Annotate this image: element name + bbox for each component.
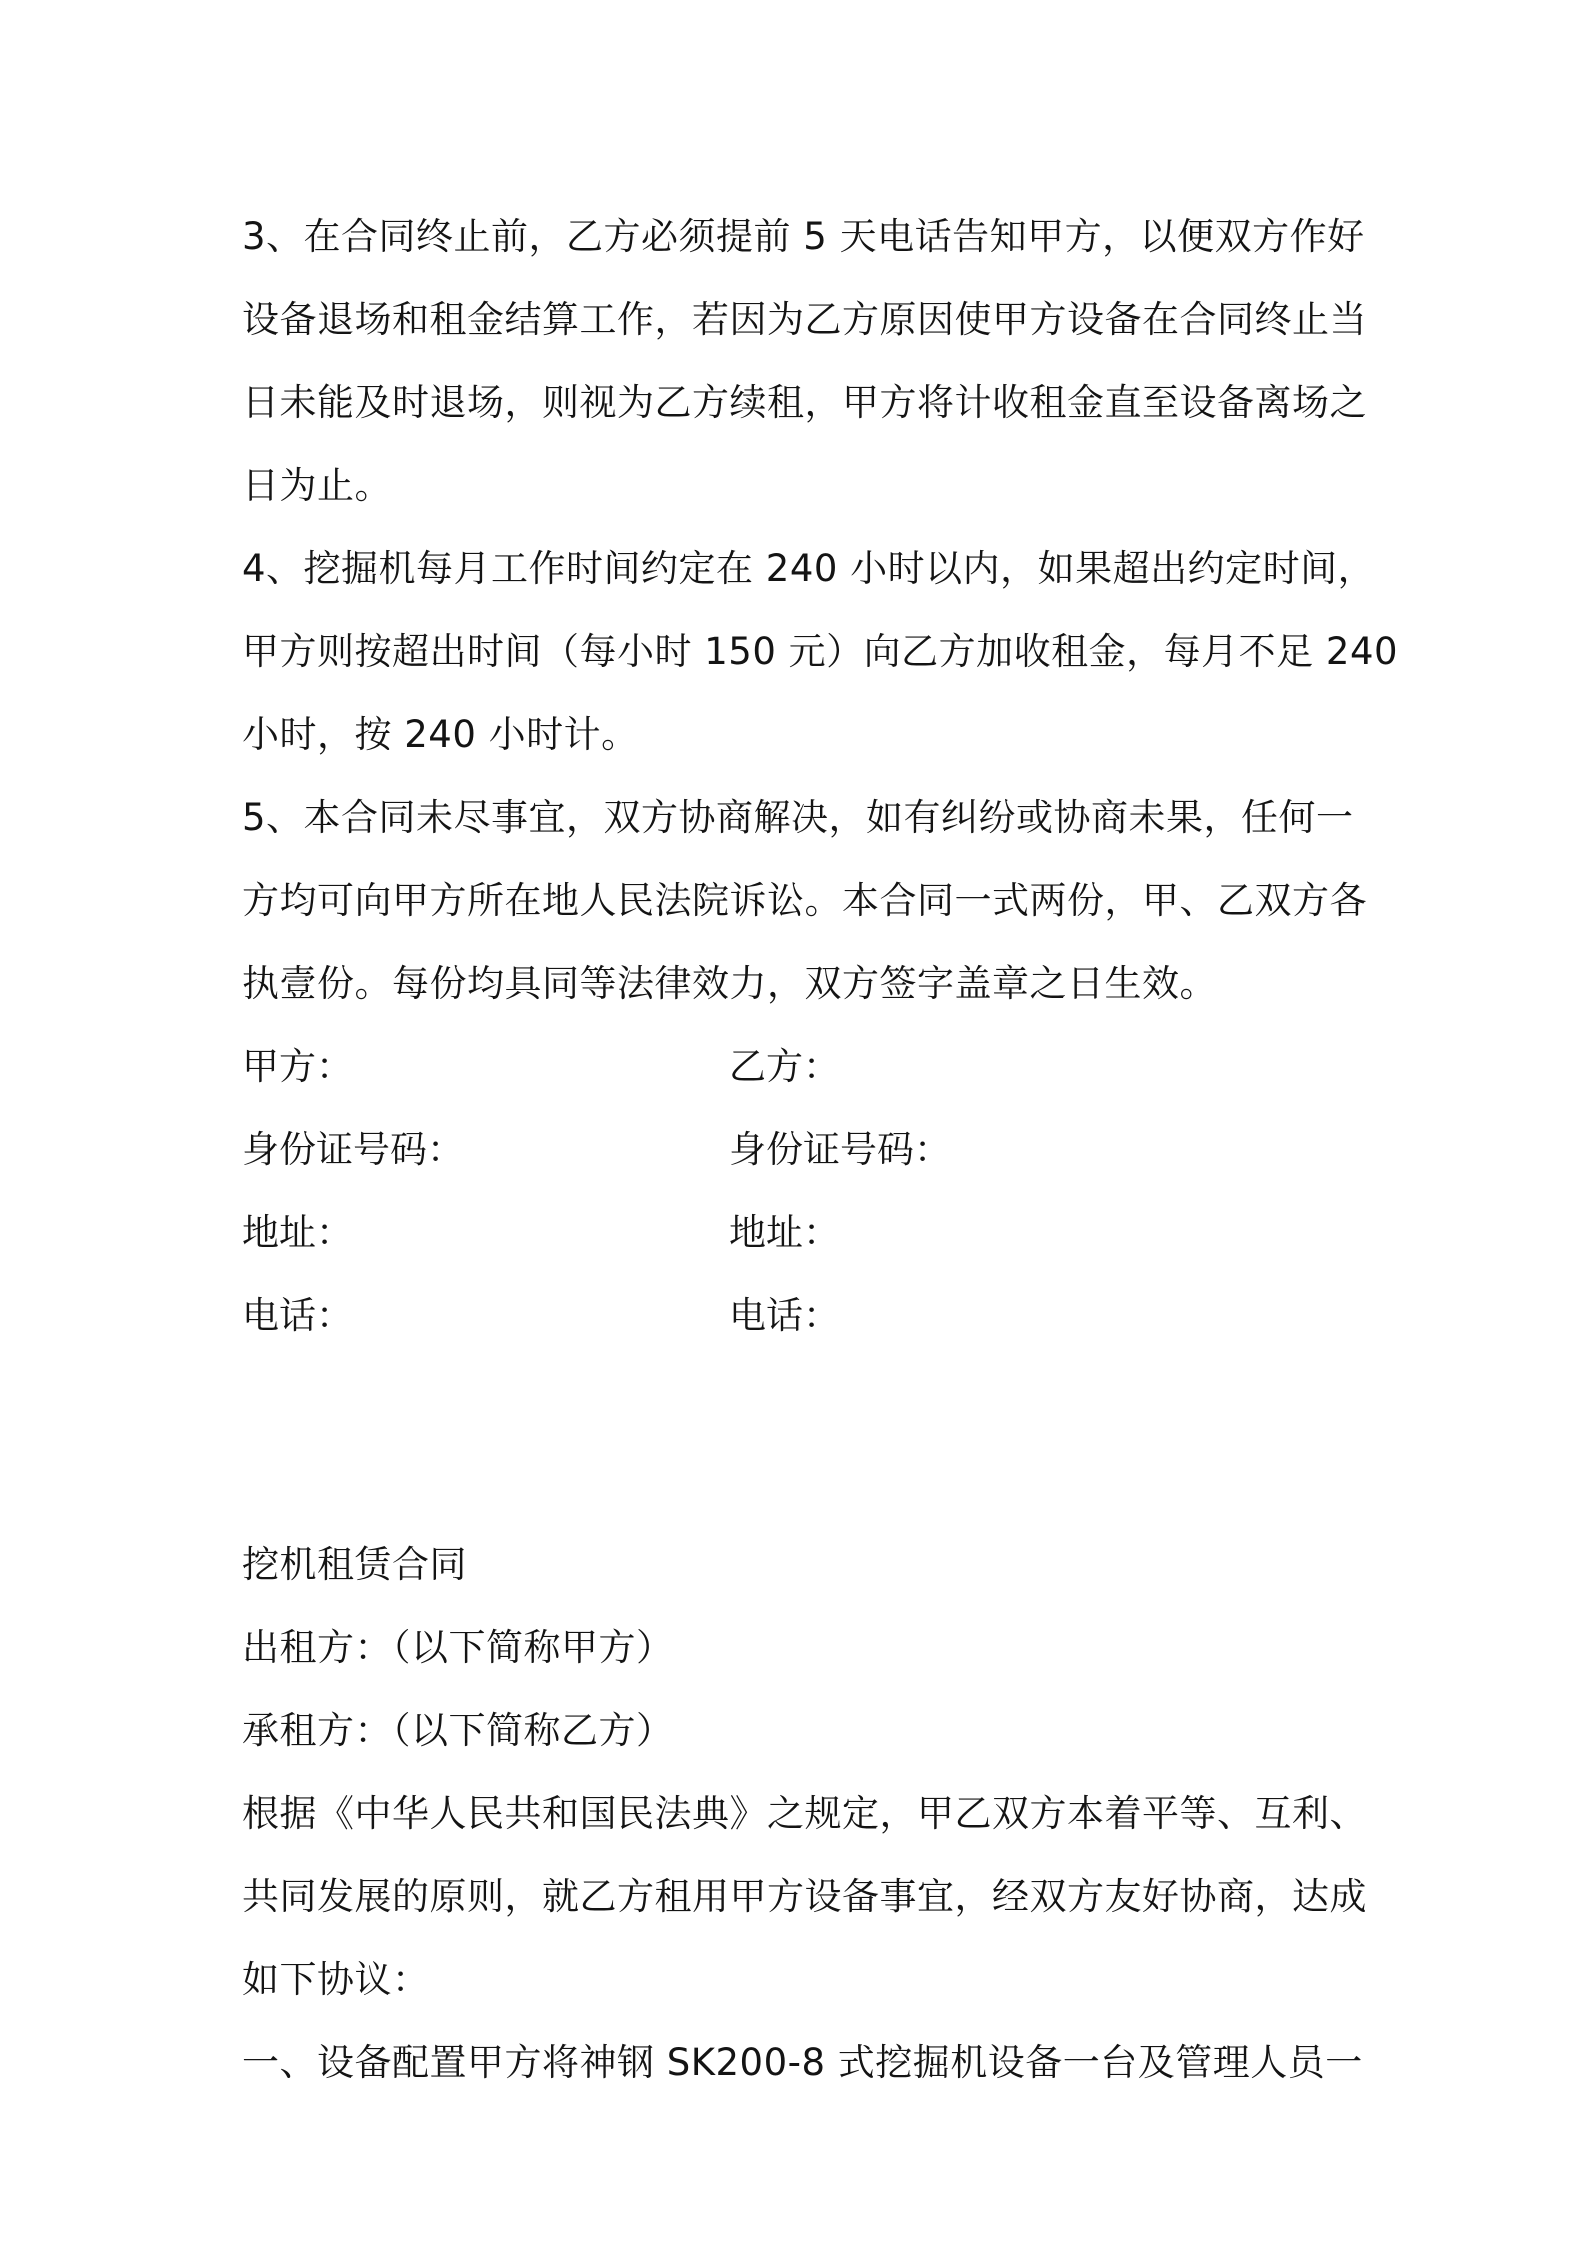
lessor-line: 出租方：（以下简称甲方）	[242, 1626, 674, 1669]
clause-3-line: 日未能及时退场，则视为乙方续租，甲方将计收租金直至设备离场之	[242, 381, 1367, 424]
preamble-line: 如下协议：	[242, 1958, 430, 2001]
clause-3	[242, 195, 1367, 527]
clause-4	[242, 527, 1399, 776]
contract-title: 挖机租赁合同	[242, 1543, 467, 1586]
signature-block	[242, 1025, 1352, 1357]
party-b-phone-label: 电话：	[729, 1294, 840, 1337]
clause-5-line: 5、本合同未尽事宜，双方协商解决，如有纠纷或协商未果，任何一	[242, 796, 1354, 839]
party-a-id-label: 身份证号码：	[242, 1128, 464, 1171]
party-b-id-label: 身份证号码：	[729, 1128, 951, 1171]
clause-4-line: 小时，按 240 小时计。	[242, 713, 639, 756]
party-a-address-label: 地址：	[242, 1211, 353, 1254]
party-b-label: 乙方：	[729, 1045, 840, 1088]
section-one-line: 一、设备配置甲方将神钢 SK200-8 式挖掘机设备一台及管理人员一	[242, 2041, 1363, 2084]
clause-3-line: 日为止。	[242, 464, 392, 507]
signature-row-party	[242, 1025, 1352, 1108]
party-b-address-label: 地址：	[729, 1211, 840, 1254]
section-spacer	[242, 1357, 1352, 1523]
lessee-line: 承租方：（以下简称乙方）	[242, 1709, 674, 1752]
clause-4-line: 4、挖掘机每月工作时间约定在 240 小时以内，如果超出约定时间，	[242, 547, 1376, 590]
clause-5-line: 执壹份。每份均具同等法律效力，双方签字盖章之日生效。	[242, 962, 1217, 1005]
contract-page	[242, 195, 1399, 2104]
party-a-phone-label: 电话：	[242, 1294, 353, 1337]
clause-5	[242, 776, 1367, 1025]
preamble-line: 根据《中华人民共和国民法典》之规定，甲乙双方本着平等、互利、	[242, 1792, 1367, 1835]
signature-row-address	[242, 1191, 1352, 1274]
signature-row-phone	[242, 1274, 1352, 1357]
second-contract	[242, 1523, 1367, 2104]
clause-3-line: 3、在合同终止前，乙方必须提前 5 天电话告知甲方，以便双方作好	[242, 215, 1365, 258]
clause-4-line: 甲方则按超出时间（每小时 150 元）向乙方加收租金，每月不足 240	[242, 630, 1399, 673]
preamble-line: 共同发展的原则，就乙方租用甲方设备事宜，经双方友好协商，达成	[242, 1875, 1367, 1918]
clause-5-line: 方均可向甲方所在地人民法院诉讼。本合同一式两份，甲、乙双方各	[242, 879, 1367, 922]
party-a-label: 甲方：	[242, 1045, 353, 1088]
signature-row-id	[242, 1108, 1352, 1191]
clause-3-line: 设备退场和租金结算工作，若因为乙方原因使甲方设备在合同终止当	[242, 298, 1367, 341]
